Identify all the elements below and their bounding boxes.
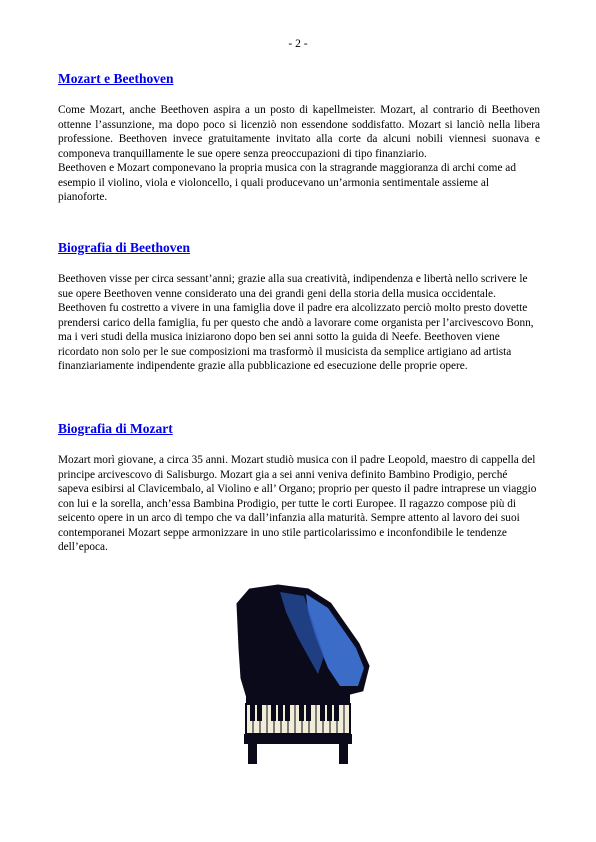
paragraph: Beethoven fu costretto a vivere in una famiglia dove il padre era alcolizzato perciò molto presto dovette prendersi carico della famiglia, fu per questo che andò a lavorare come organista per l’arcivescovo Bonn, ma i veri studi della musica iniziarono dopo ben sei anni sotto la guida di Neefe. Beethoven viene ricordato non solo per le sue composizioni ma trasformò il musicista da semplice artigiano ad artista finanziariamente indipendente grazie alla pubblicazione ed esecuzione delle proprie opere. (58, 302, 534, 372)
section-heading[interactable]: Biografia di Beethoven (58, 240, 190, 255)
section-biografia-mozart (58, 421, 540, 555)
paragraph: Come Mozart, anche Beethoven aspira a un posto di kapellmeister. Mozart, al contrario di Beethoven ottenne l’assunzione, ma dopo poco si licenziò non essendone soddisfatto. Mozart si lanciò nella libera professione. Beethoven invece gratuitamente invitato alla corte da alcuni nobili viennesi suonava e componeva tranquillamente le sue opere senza preoccupazioni di tipo finanziario. (58, 104, 540, 160)
paragraph: Beethoven e Mozart componevano la propria musica con la stragrande maggioranza di archi come ad esempio il violino, viola e violoncello, i quali producevano un’armonia sentimentale assieme al pianoforte. (58, 162, 516, 203)
paragraph: Mozart morì giovane, a circa 35 anni. Mozart studiò musica con il padre Leopold, maestro di cappella del principe arcivescovo di Salisburgo. Mozart gia a sei anni veniva definito Bambino Prodigio, perché sapeva esibirsi al Clavicembalo, al Violino e all’ Organo; proprio per questo il padre intraprese un viaggio con lui e la sorella, anch’essa Bambina Prodigio, per tutte le corti Europee. Il ragazzo compose più di seicento opere in un arco di tempo che va dall’infanzia alla maturità. Sempre attento al lavoro dei suoi contemporanei Mozart seppe armonizzare in uno stile particolarissimo e inconfondibile le tendenze dell’epoca. (58, 454, 537, 553)
page-number: - 2 - (288, 38, 308, 50)
section-heading[interactable]: Mozart e Beethoven (58, 71, 174, 86)
section-heading[interactable]: Biografia di Mozart (58, 421, 173, 436)
paragraph: Beethoven visse per circa sessant’anni; grazie alla sua creatività, indipendenza e libertà nello scrivere le sue opere Beethoven venne considerato una dei grandi geni della storia della musica occidentale. (58, 273, 528, 300)
section-biografia-beethoven (58, 240, 540, 374)
grand-piano-icon (220, 578, 378, 766)
section-mozart-e-beethoven (58, 71, 540, 205)
